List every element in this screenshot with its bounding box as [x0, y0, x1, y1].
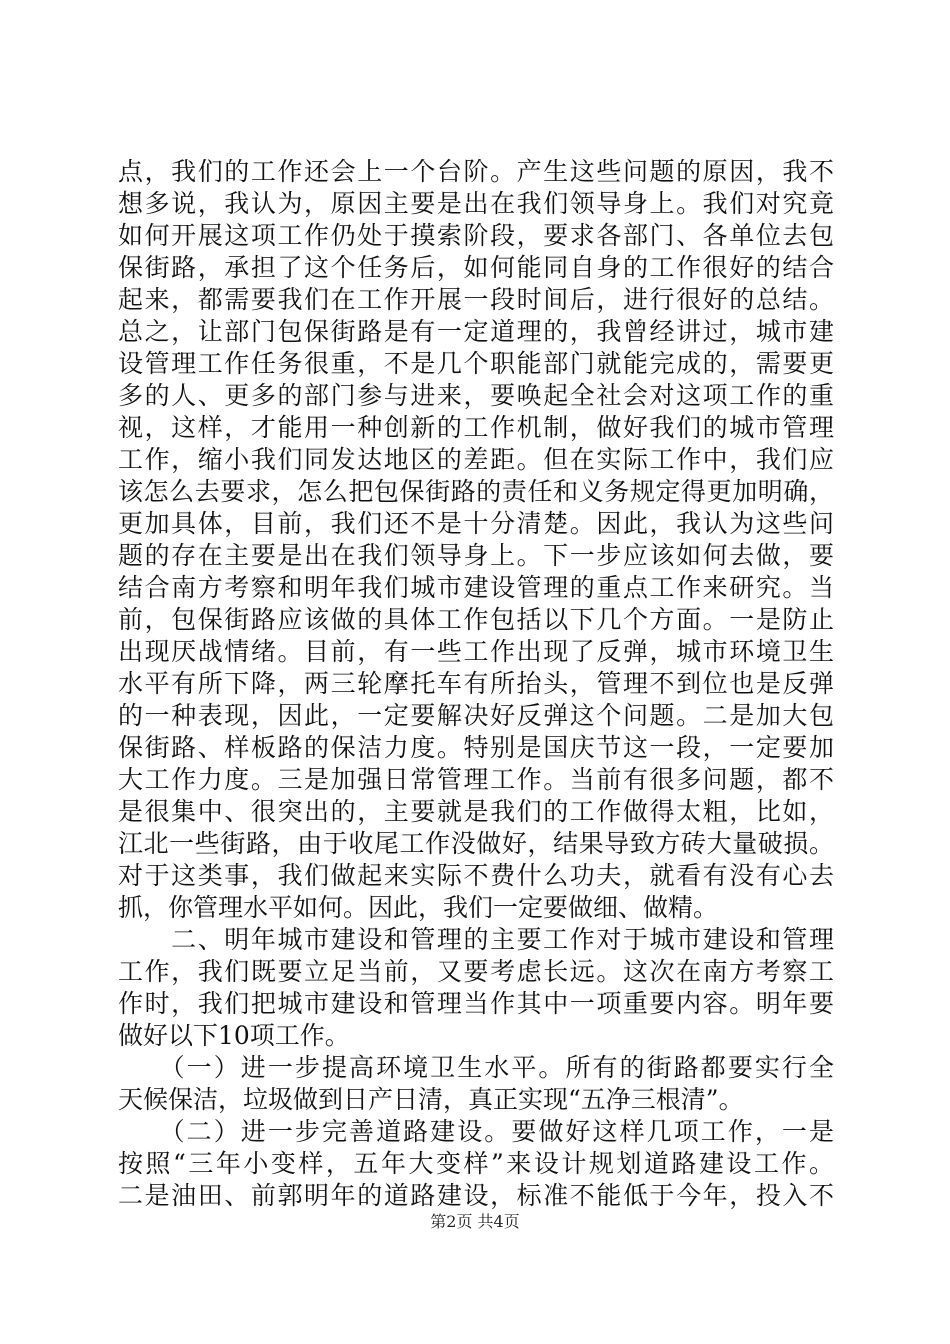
text-line: 是很集中、很突出的，主要就是我们的工作做得太粗，比如， — [118, 797, 834, 826]
text-line: 前，包保街路应该做的具体工作包括以下几个方面。一是防止 — [118, 605, 834, 634]
text-line: 更加具体，目前，我们还不是十分清楚。因此，我认为这些问 — [118, 509, 834, 538]
text-line: 设管理工作任务很重，不是几个职能部门就能完成的，需要更 — [118, 349, 834, 378]
text-line: 结合南方考察和明年我们城市建设管理的重点工作来研究。当 — [118, 573, 834, 602]
text-line: 起来，都需要我们在工作开展一段时间后，进行很好的总结。 — [118, 285, 834, 314]
text-line: 保街路、样板路的保洁力度。特别是国庆节这一段，一定要加 — [118, 733, 834, 762]
text-line: 工作，我们既要立足当前，又要考虑长远。这次在南方考察工 — [118, 957, 834, 986]
text-line: 想多说，我认为，原因主要是出在我们领导身上。我们对究竟 — [118, 189, 834, 218]
text-line: 按照“三年小变样，五年大变样”来设计规划道路建设工作。 — [118, 1149, 834, 1178]
text-line: 对于这类事，我们做起来实际不费什么功夫，就看有没有心去 — [118, 861, 834, 890]
text-line: 天候保洁，垃圾做到日产日清，真正实现“五净三根清”。 — [118, 1085, 744, 1114]
text-line: 二、明年城市建设和管理的主要工作对于城市建设和管理 — [118, 925, 834, 954]
text-line: 的一种表现，因此，一定要解决好反弹这个问题。二是加大包 — [118, 701, 834, 730]
text-line: 题的存在主要是出在我们领导身上。下一步应该如何去做，要 — [118, 541, 834, 570]
text-line: 出现厌战情绪。目前，有一些工作出现了反弹，城市环境卫生 — [118, 637, 834, 666]
text-line: 抓，你管理水平如何。因此，我们一定要做细、做精。 — [118, 893, 719, 922]
text-line: 江北一些街路，由于收尾工作没做好，结果导致方砖大量破损。 — [118, 829, 834, 858]
body-text — [118, 156, 834, 1212]
text-line: 保街路，承担了这个任务后，如何能同自身的工作很好的结合 — [118, 253, 834, 282]
text-line: 大工作力度。三是加强日常管理工作。当前有很多问题，都不 — [118, 765, 834, 794]
page-footer: 第2页 共4页 — [430, 1212, 520, 1231]
text-line: 点，我们的工作还会上一个台阶。产生这些问题的原因，我不 — [118, 157, 834, 186]
text-line: （一）进一步提高环境卫生水平。所有的街路都要实行全 — [118, 1053, 834, 1082]
text-line: 作时，我们把城市建设和管理当作其中一项重要内容。明年要 — [118, 989, 834, 1018]
text-line: 多的人、更多的部门参与进来，要唤起全社会对这项工作的重 — [118, 381, 834, 410]
text-line: 总之，让部门包保街路是有一定道理的，我曾经讲过，城市建 — [118, 317, 834, 346]
text-line: 二是油田、前郭明年的道路建设，标准不能低于今年，投入不 — [118, 1181, 834, 1210]
text-line: 水平有所下降，两三轮摩托车有所抬头，管理不到位也是反弹 — [118, 669, 834, 698]
text-line: 做好以下10项工作。 — [118, 1021, 350, 1050]
text-line: 工作，缩小我们同发达地区的差距。但在实际工作中，我们应 — [118, 445, 834, 474]
text-line: 该怎么去要求，怎么把包保街路的责任和义务规定得更加明确， — [118, 477, 834, 506]
text-line: （二）进一步完善道路建设。要做好这样几项工作，一是 — [118, 1117, 834, 1146]
text-line: 视，这样，才能用一种创新的工作机制，做好我们的城市管理 — [118, 413, 834, 442]
text-line: 如何开展这项工作仍处于摸索阶段，要求各部门、各单位去包 — [118, 221, 834, 250]
